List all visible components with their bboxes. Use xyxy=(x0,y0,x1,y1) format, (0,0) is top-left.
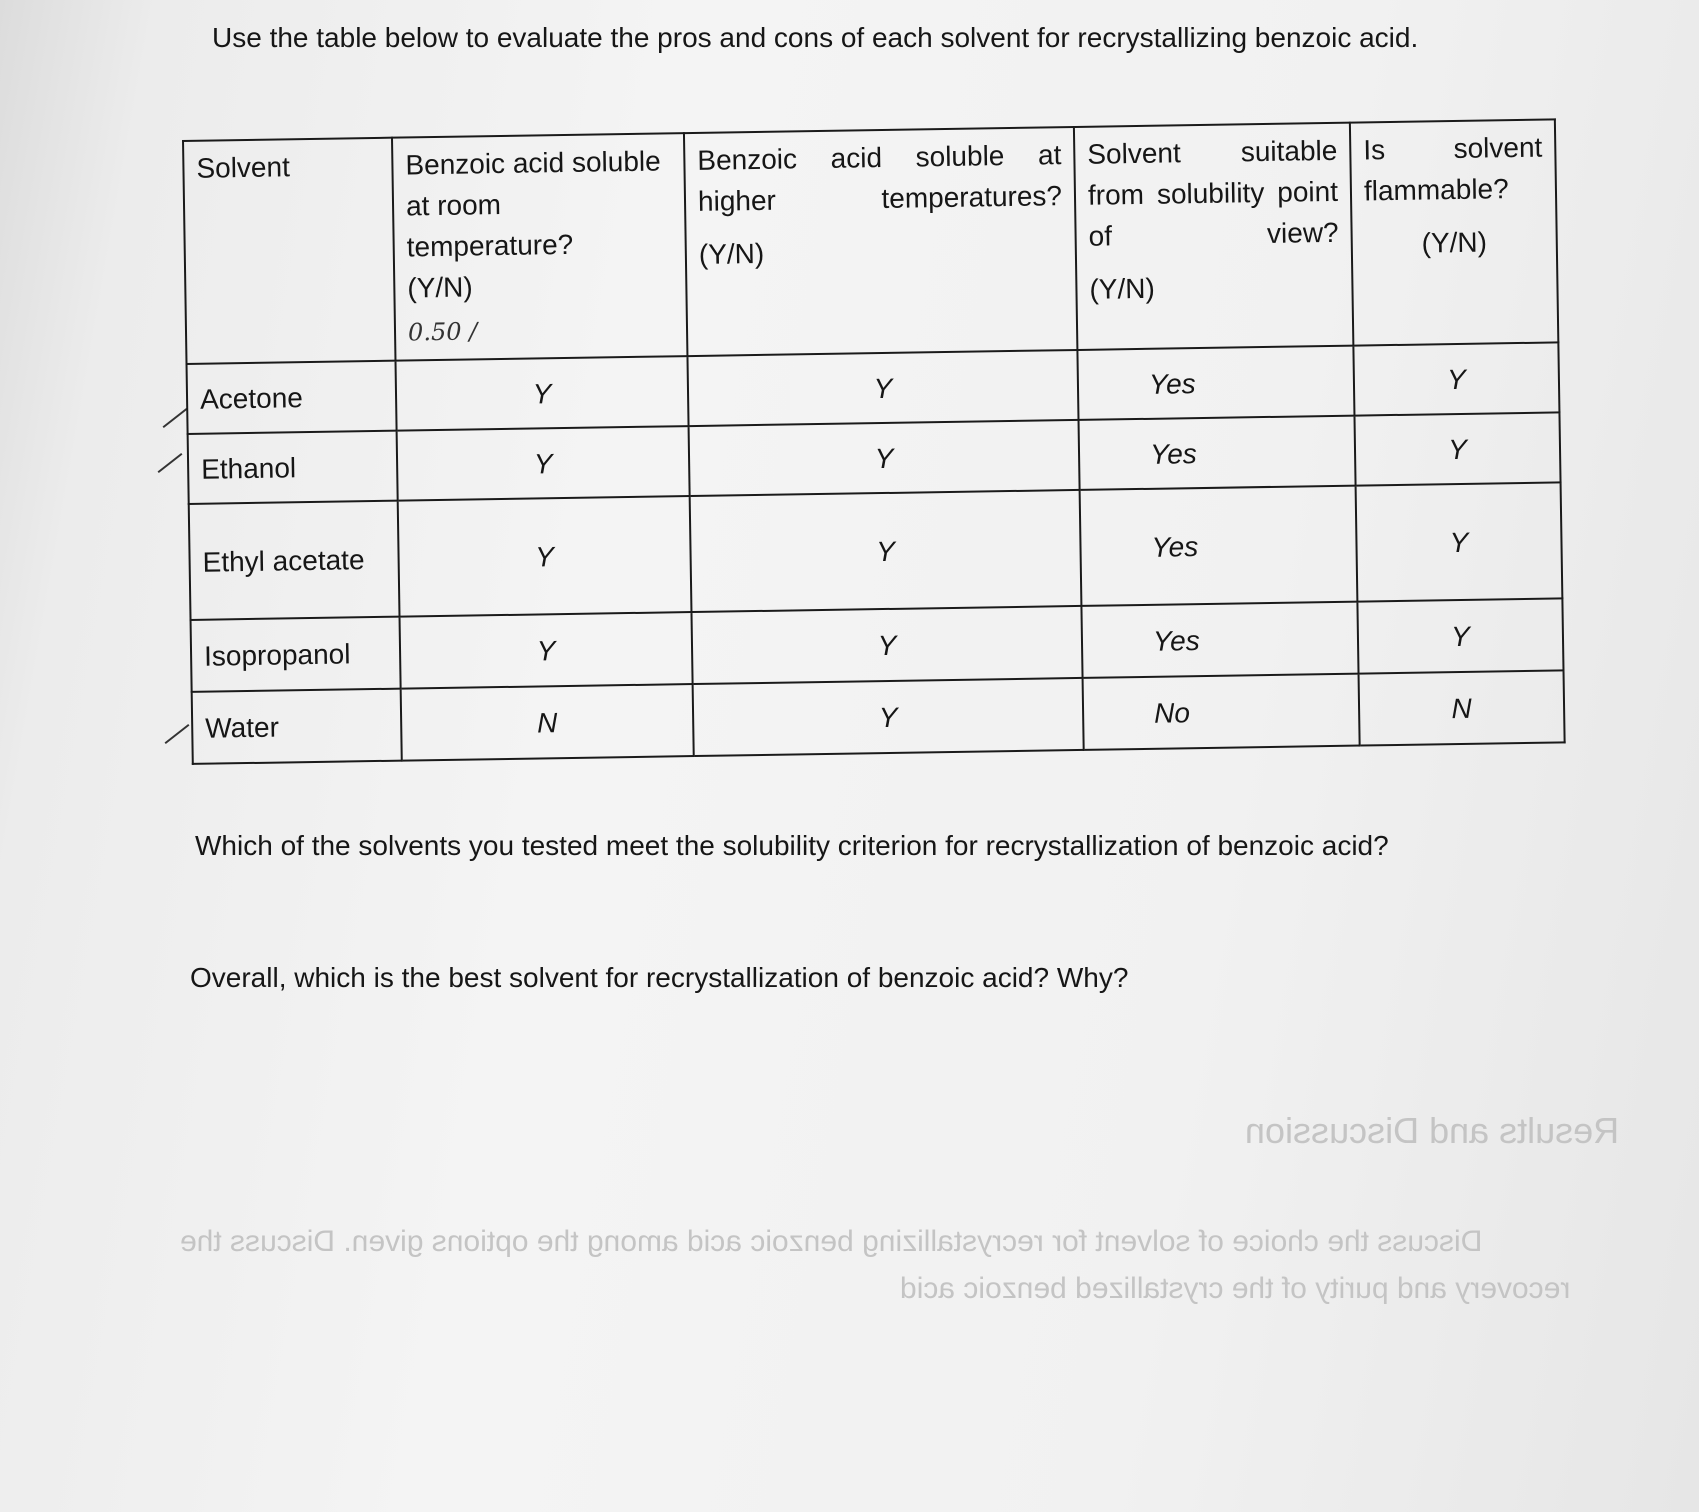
solvent-name: Ethanol xyxy=(188,431,398,504)
header-room-temp: Benzoic acid soluble at room temperature? (Y/N) 0.50 / xyxy=(392,133,687,361)
bleed-through-text: recovery and purity of the crystallized benzoic acid xyxy=(900,1272,1571,1305)
solvent-evaluation-table xyxy=(182,118,1566,765)
high-temp-answer: Y xyxy=(691,606,1082,684)
flammable-answer: Y xyxy=(1357,598,1563,673)
grading-check-mark xyxy=(158,453,183,473)
suitable-answer: Yes xyxy=(1079,416,1356,490)
high-temp-answer: Y xyxy=(690,490,1082,612)
suitable-answer: Yes xyxy=(1081,602,1358,678)
grading-check-mark xyxy=(165,724,190,744)
flammable-answer: Y xyxy=(1353,342,1559,415)
solvent-name: Ethyl acetate xyxy=(189,501,400,620)
flammable-answer: Y xyxy=(1356,482,1563,601)
bleed-through-text: Results and Discussion xyxy=(1245,1110,1620,1151)
room-temp-answer: N xyxy=(401,684,694,761)
flammable-answer: N xyxy=(1359,670,1565,745)
grading-score: 0.50 / xyxy=(407,317,478,347)
suitable-answer: Yes xyxy=(1077,346,1354,420)
page-title: Use the table below to evaluate the pros and cons of each solvent for recrystallizing benzoic acid. xyxy=(212,22,1419,53)
room-temp-answer: Y xyxy=(395,356,688,431)
bleed-through-text: Discuss the choice of solvent for recrystallizing benzoic acid among the options given. Discuss the xyxy=(180,1225,1483,1258)
suitable-answer: Yes xyxy=(1080,486,1358,606)
high-temp-answer: Y xyxy=(687,350,1078,426)
header-high-temp: Benzoic acid soluble at higher temperatures? (Y/N) xyxy=(684,127,1077,356)
question-best-solvent: Overall, which is the best solvent for recrystallization of benzoic acid? Why? xyxy=(190,962,1129,993)
room-temp-answer: Y xyxy=(398,496,692,617)
suitable-answer: No xyxy=(1083,674,1360,750)
header-solvent: Solvent xyxy=(183,138,395,364)
solvent-name: Acetone xyxy=(187,361,397,434)
grading-check-mark xyxy=(163,408,188,428)
flammable-answer: Y xyxy=(1354,412,1560,485)
high-temp-answer: Y xyxy=(693,678,1084,756)
high-temp-answer: Y xyxy=(689,420,1080,496)
question-solubility-criterion: Which of the solvents you tested meet the solubility criterion for recrystallization of benzoic acid? xyxy=(195,830,1389,861)
solvent-name: Isopropanol xyxy=(191,617,401,692)
room-temp-answer: Y xyxy=(397,426,690,501)
header-suitable: Solvent suitable from solubility point of view? (Y/N) xyxy=(1074,123,1353,350)
table-row xyxy=(189,482,1563,620)
table-header-row xyxy=(183,119,1558,364)
solvent-name: Water xyxy=(192,689,402,764)
header-flammable: Is solvent flammable? (Y/N) xyxy=(1350,119,1558,345)
room-temp-answer: Y xyxy=(400,612,693,689)
